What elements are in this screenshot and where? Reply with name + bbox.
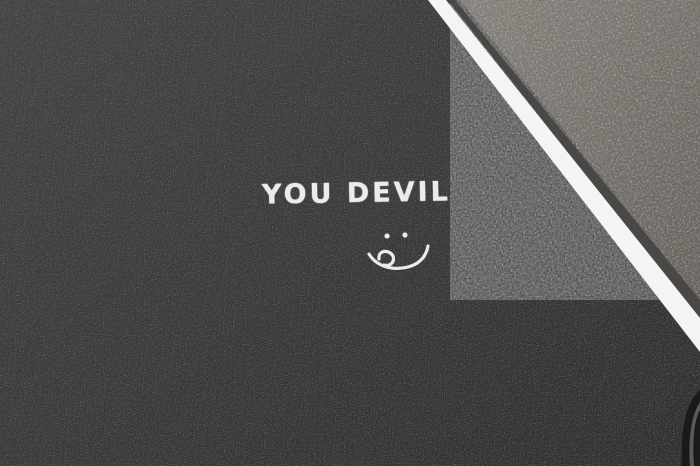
painted-message: YOU DEVIL	[261, 176, 452, 211]
smiley-right-eye	[402, 232, 407, 237]
smiley-left-eye	[384, 233, 389, 238]
